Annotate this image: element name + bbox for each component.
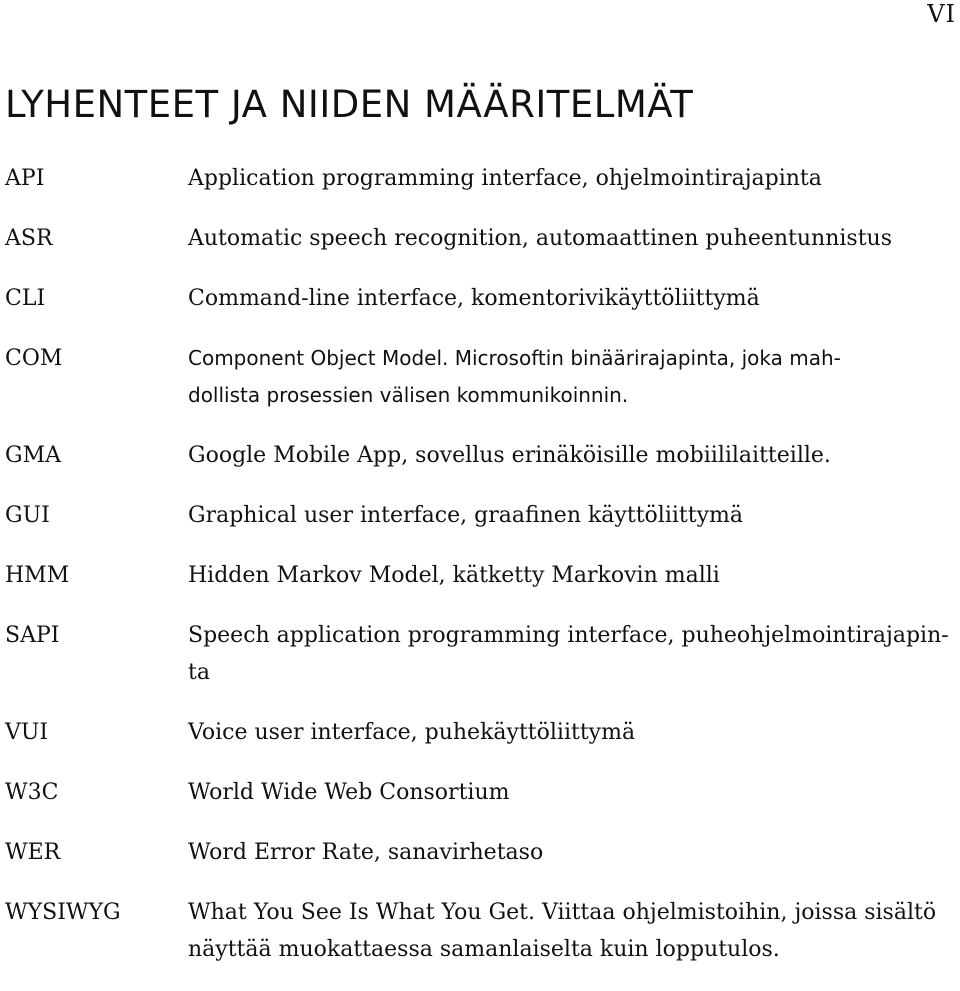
abbreviation: ASR [5,226,53,251]
definition: What You See Is What You Get. Viittaa ohjelmistoihin, joissa sisältö näyttää muokattaessa samanlaiselta kuin lopputulos. [188,900,937,962]
list-item [0,340,960,414]
definition: Word Error Rate, sanavirhetaso [188,840,544,865]
abbreviation: WER [5,840,61,865]
abbreviation: GMA [5,443,61,468]
abbreviation: CLI [5,286,46,311]
definition: Speech application programming interface, puheohjelmointirajapin- ta [188,623,949,685]
list-item [0,220,960,257]
definition: Command-line interface, komentorivikäyttöliittymä [188,286,760,311]
abbreviation-list [0,160,960,991]
abbreviation: WYSIWYG [5,900,121,925]
list-item [0,437,960,474]
abbreviation: GUI [5,503,50,528]
list-item [0,497,960,534]
definition: Voice user interface, puhekäyttöliittymä [188,720,636,745]
abbreviation: W3C [5,780,59,805]
list-item [0,160,960,197]
definition: Google Mobile App, sovellus erinäköisille mobiililaitteille. [188,443,831,468]
list-item [0,894,960,968]
abbreviation: API [5,166,45,191]
page-title: LYHENTEET JA NIIDEN MÄÄRITELMÄT [5,83,694,126]
abbreviation: COM [5,346,63,371]
list-item [0,557,960,594]
page-number: VI [927,0,956,28]
list-item [0,774,960,811]
definition: Automatic speech recognition, automaattinen puheentunnistus [188,226,893,251]
list-item [0,834,960,871]
list-item [0,280,960,317]
abbreviation: SAPI [5,623,60,648]
definition: Hidden Markov Model, kätketty Markovin malli [188,563,720,588]
abbreviation: HMM [5,563,70,588]
list-item [0,714,960,751]
abbreviation: VUI [5,720,49,745]
definition: World Wide Web Consortium [188,780,510,805]
definition: Application programming interface, ohjelmointirajapinta [188,166,822,191]
list-item [0,617,960,691]
definition: Component Object Model. Microsoftin binäärirajapinta, joka mah- dollista prosessien välisen kommunikoinnin. [188,346,841,407]
definition: Graphical user interface, graafinen käyttöliittymä [188,503,743,528]
